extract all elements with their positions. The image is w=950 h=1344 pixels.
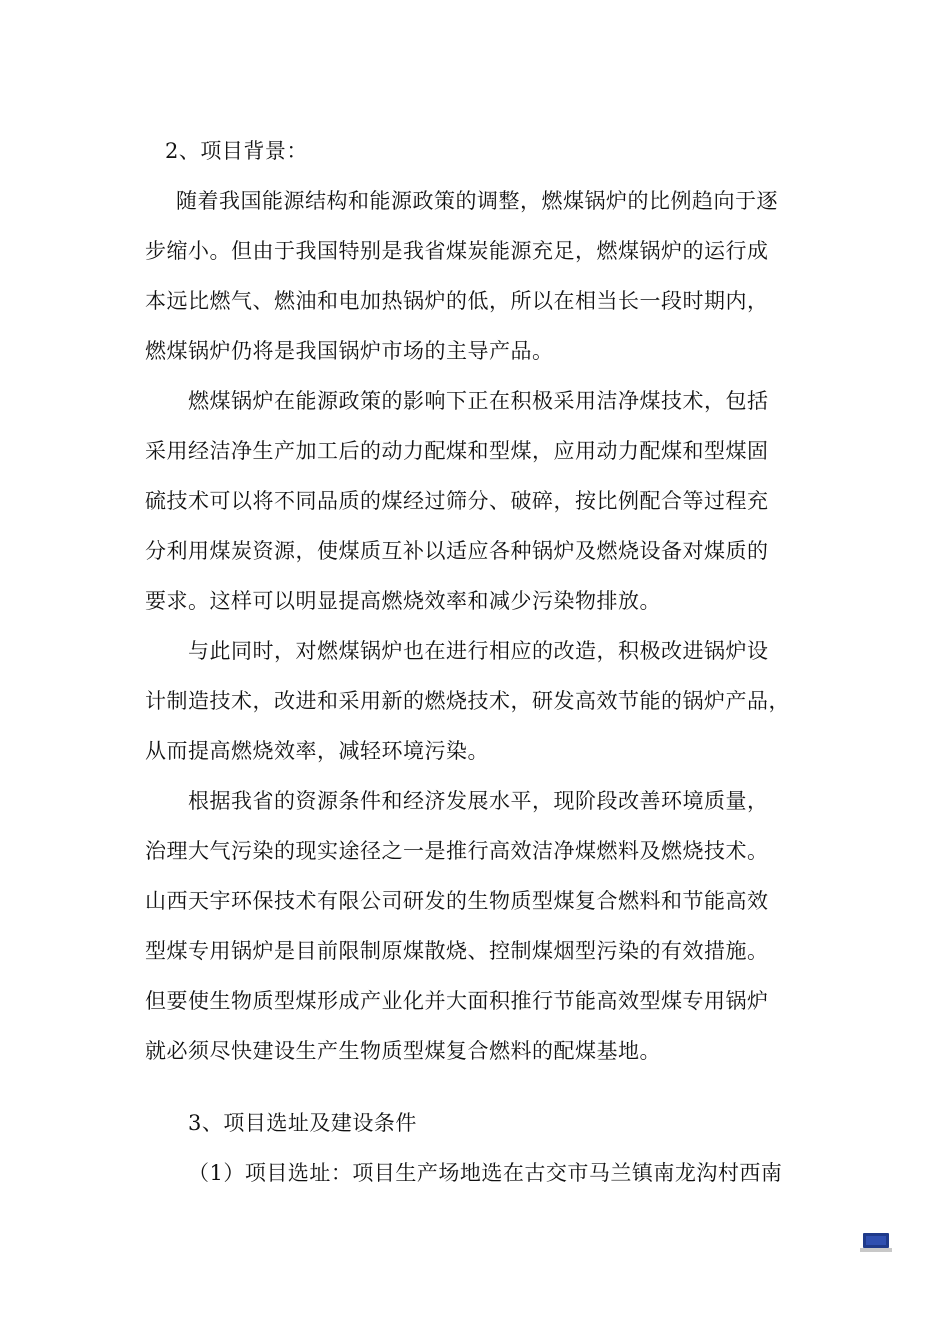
paragraph-line: 治理大气污染的现实途径之一是推行高效洁净煤燃料及燃烧技术。 <box>145 839 769 863</box>
paragraph-line: 但要使生物质型煤形成产业化并大面积推行节能高效型煤专用锅炉 <box>145 989 769 1013</box>
paragraph-line: 根据我省的资源条件和经济发展水平，现阶段改善环境质量， <box>188 789 769 813</box>
section-3-heading: 3、项目选址及建设条件 <box>188 1111 417 1135</box>
paragraph-line: 要求。这样可以明显提高燃烧效率和减少污染物排放。 <box>145 589 661 613</box>
paragraph-line: 燃煤锅炉在能源政策的影响下正在积极采用洁净煤技术，包括 <box>188 389 769 413</box>
paragraph-line: 分利用煤炭资源，使煤质互补以适应各种锅炉及燃烧设备对煤质的 <box>145 539 769 563</box>
paragraph-line: 硫技术可以将不同品质的煤经过筛分、破碎，按比例配合等过程充 <box>145 489 769 513</box>
paragraph-line: 采用经洁净生产加工后的动力配煤和型煤，应用动力配煤和型煤固 <box>145 439 769 463</box>
paragraph-line: 计制造技术，改进和采用新的燃烧技术，研发高效节能的锅炉产品， <box>145 689 790 713</box>
paragraph-line: 山西天宇环保技术有限公司研发的生物质型煤复合燃料和节能高效 <box>145 889 769 913</box>
paragraph-line: 型煤专用锅炉是目前限制原煤散烧、控制煤烟型污染的有效措施。 <box>145 939 769 963</box>
paragraph-line: 步缩小。但由于我国特别是我省煤炭能源充足，燃煤锅炉的运行成 <box>145 239 769 263</box>
paragraph-line: 从而提高燃烧效率，减轻环境污染。 <box>145 739 489 763</box>
paragraph-line: （1）项目选址：项目生产场地选在古交市马兰镇南龙沟村西南 <box>188 1161 783 1185</box>
paragraph-line: 本远比燃气、燃油和电加热锅炉的低，所以在相当长一段时期内， <box>145 289 769 313</box>
paragraph-line: 燃煤锅炉仍将是我国锅炉市场的主导产品。 <box>145 339 554 363</box>
section-2-heading: 2、项目背景： <box>165 139 308 163</box>
paragraph-line: 随着我国能源结构和能源政策的调整，燃煤锅炉的比例趋向于逐 <box>176 189 778 213</box>
paragraph-line: 与此同时，对燃煤锅炉也在进行相应的改造，积极改进锅炉设 <box>188 639 769 663</box>
paragraph-line: 就必须尽快建设生产生物质型煤复合燃料的配煤基地。 <box>145 1039 661 1063</box>
document-logo-icon <box>860 1231 892 1253</box>
